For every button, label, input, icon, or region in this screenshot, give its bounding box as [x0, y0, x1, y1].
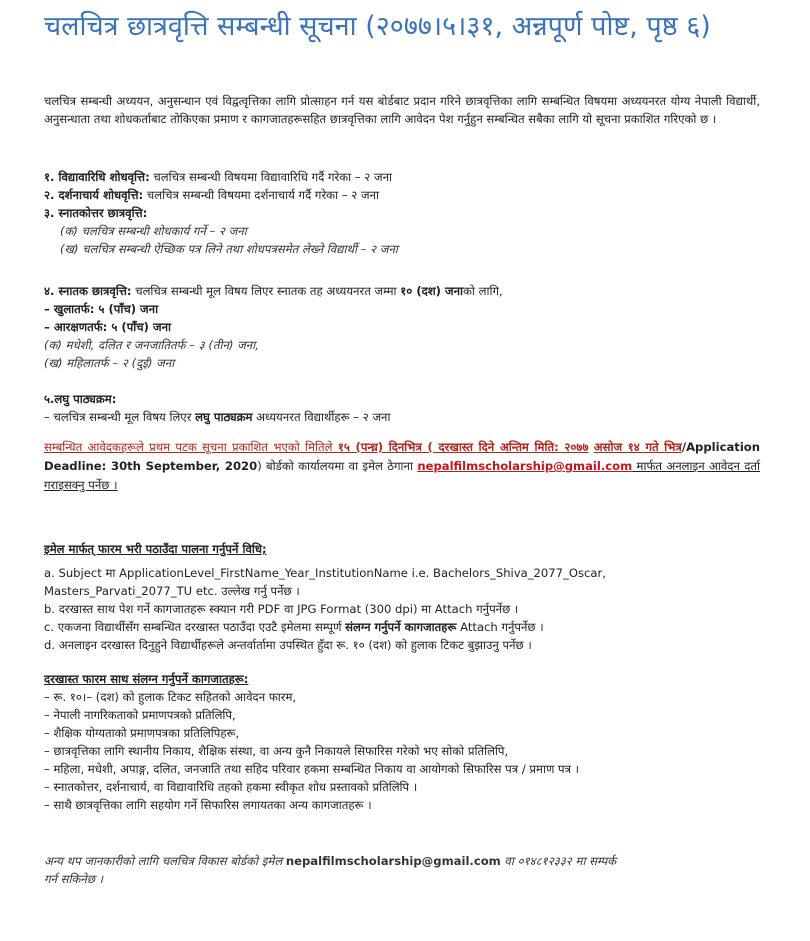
footer-contact: [44, 852, 760, 888]
document-6: – स्नातकोत्तर, दर्शनाचार्य, वा विद्यावारिधि तहको हकमा स्वीकृत शोध प्रस्तावको प्रतिलिपि ।: [44, 780, 418, 794]
item-4-bold: १० (दश) जना: [400, 284, 464, 298]
footer-text-2: वा ०१४८१२३३२ मा सम्पर्क: [500, 854, 617, 868]
notice-email-link[interactable]: nepalfilmscholarship@gmail.com: [417, 459, 633, 473]
notice-p3: मार्फत अनलाइन आवेदन दर्ता गराइसक्नु पर्नेछ ।: [44, 459, 761, 492]
item-4-b: (ख) महिलातर्फ – २ (दुई) जना: [44, 356, 175, 370]
notice-deadline-1: १५ (पन्ध्र) दिनभित्र ( दरखास्त दिने अन्तिम मिति: २०७७: [337, 440, 589, 454]
document-4: – छात्रवृत्तिका लागि स्थानीय निकाय, शैक्षिक संस्था, वा अन्य कुनै निकायले सिफारिस गरेको भए सोको प्रतिलिपि,: [44, 744, 509, 758]
short-course-section: [44, 390, 760, 426]
email-rule-b: b. दरखास्त साथ पेश गर्ने कागजातहरू स्क्यान गरी PDF वा JPG Format (300 dpi) मा Attach गर्नुपर्नेछ ।: [44, 602, 519, 616]
intro-paragraph: चलचित्र सम्बन्धी अध्ययन, अनुसन्धान एवं विद्वत्वृत्तिका लागि प्रोत्साहन गर्न यस बोर्डबाट प्रदान गरिने छात्रवृत्तिका लागि सम्बन्धित विषयमा अध्ययनरत योग्य नेपाली विद्यार्थी, अनुसन्धाता तथा शोधकर्ताबाट तोकिएका प्रमाण र कागजातहरूसहित छात्रवृत्तिका लागि आवेदन पेश गर्नुहुन सम्बन्धित सबैका लागि यो सूचना प्रकाशित गरिएको छ ।: [44, 94, 760, 126]
notice-p2: ) बोर्डको कार्यालयमा वा इमेल ठेगाना: [257, 459, 413, 473]
item-4-a: (क) मधेशी, दलित र जनजातितर्फ – ३ (तीन) जना,: [44, 338, 259, 352]
email-rule-a1: a. Subject मा ApplicationLevel_FirstName_Year_InstitutionName i.e. Bachelors_Shiva_2077_Oscar,: [44, 566, 606, 580]
email-rule-c1: c. एकजना विद्यार्थीसँग सम्बन्धित दरखास्त पठाउँदा एउटै इमेलमा सम्पूर्ण: [44, 620, 346, 634]
footer-text-3: गर्न सकिनेछ ।: [44, 872, 104, 886]
item-2-text: चलचित्र सम्बन्धी विषयमा दर्शनाचार्य गर्दै गरेका – २ जना: [143, 188, 380, 202]
footer-email[interactable]: nepalfilmscholarship@gmail.com: [285, 854, 501, 868]
item-4-open: – खुलातर्फ: ५ (पाँच) जना: [44, 302, 159, 316]
item-5-text2: अध्ययनरत विद्यार्थीहरू – २ जना: [252, 410, 391, 424]
item-1-text: चलचित्र सम्बन्धी विषयमा विद्यावारिधि गर्दै गरेका – २ जना: [149, 170, 393, 184]
item-4-reserve: – आरक्षणतर्फ: ५ (पाँच) जना: [44, 320, 172, 334]
document-5: – महिला, मधेशी, अपाङ्ग, दलित, जनजाति तथा सहिद परिवार हकमा सम्बन्धित निकाय वा आयोगको सिफारिस पत्र / प्रमाण पत्र ।: [44, 762, 580, 776]
email-rule-a2: Masters_Parvati_2077_TU etc. उल्लेख गर्नु पर्नेछ ।: [44, 584, 300, 598]
documents-section: [44, 670, 760, 814]
notice-english-deadline: /Application Deadline: 30th September, 2020: [44, 440, 761, 473]
email-rule-d: d. अनलाइन दरखास्त दिनुहुने विद्यार्थीहरूले अन्तर्वार्तामा उपस्थित हुँदा रू. १० (दश) को हुलाक टिकट बुझाउनु पर्नेछ ।: [44, 638, 532, 652]
item-1-label: १. विद्यावारिधि शोधवृत्ति:: [44, 170, 150, 184]
notice-p1: सम्बन्धित आवेदकहरूले प्रथम पटक सूचना प्रकाशित भएको मितिले: [44, 440, 338, 454]
page-title: चलचित्र छात्रवृत्ति सम्बन्धी सूचना (२०७७।५।३१, अन्नपूर्ण पोष्ट, पृष्ठ ६): [44, 11, 711, 42]
email-rules-section: [44, 540, 760, 654]
notice-deadline-2: असोज १४ गते भित्र: [593, 440, 682, 454]
item-3-b: (ख) चलचित्र सम्बन्धी ऐच्छिक पत्र लिने तथा शोधपत्रसमेत लेख्ने विद्यार्थी – २ जना: [60, 242, 398, 256]
email-rules-heading: इमेल मार्फत् फारम भरी पठाउँदा पालना गर्नुपर्ने विधि;: [44, 542, 267, 556]
item-5-text1: – चलचित्र सम्बन्धी मूल विषय लिएर: [44, 410, 196, 424]
bachelor-section: [44, 282, 760, 372]
item-2-label: २. दर्शनाचार्य शोधवृत्ति:: [44, 188, 144, 202]
item-3-label: ३. स्नातकोत्तर छात्रवृत्ति:: [44, 206, 148, 220]
email-rule-c-bold: संलग्न गर्नुपर्ने कागजातहरू: [345, 620, 457, 634]
document-1: – रू. १०।– (दश) को हुलाक टिकट सहितको आवेदन फारम,: [44, 690, 297, 704]
item-4-text1: चलचित्र सम्बन्धी मूल विषय लिएर स्नातक तह अध्ययनरत जम्मा: [131, 284, 401, 298]
documents-heading: दरखास्त फारम साथ संलग्न गर्नुपर्ने कागजातहरू:: [44, 672, 249, 686]
deadline-notice: [44, 438, 760, 495]
scholarship-list: [44, 168, 760, 258]
item-4-text2: को लागि,: [463, 284, 503, 298]
item-3-a: (क) चलचित्र सम्बन्धी शोधकार्य गर्ने – २ जना: [60, 224, 247, 238]
footer-text-1: अन्य थप जानकारीको लागि चलचित्र विकास बोर्डको इमेल: [44, 854, 286, 868]
item-5-label: ५.लघु पाठ्यक्रम:: [44, 392, 117, 406]
document-7: – साथै छात्रवृत्तिका लागि सहयोग गर्ने सिफारिस लगायतका अन्य कागजातहरू ।: [44, 798, 372, 812]
document-3: – शैक्षिक योग्यताको प्रमाणपत्रका प्रतिलिपिहरू,: [44, 726, 240, 740]
item-4-label: ४. स्नातक छात्रवृत्ति:: [44, 284, 132, 298]
document-2: – नेपाली नागरिकताको प्रमाणपत्रको प्रतिलिपि,: [44, 708, 236, 722]
item-5-bold: लघु पाठ्यक्रम: [195, 410, 253, 424]
email-rule-c2: Attach गर्नुपर्नेछ ।: [456, 620, 544, 634]
